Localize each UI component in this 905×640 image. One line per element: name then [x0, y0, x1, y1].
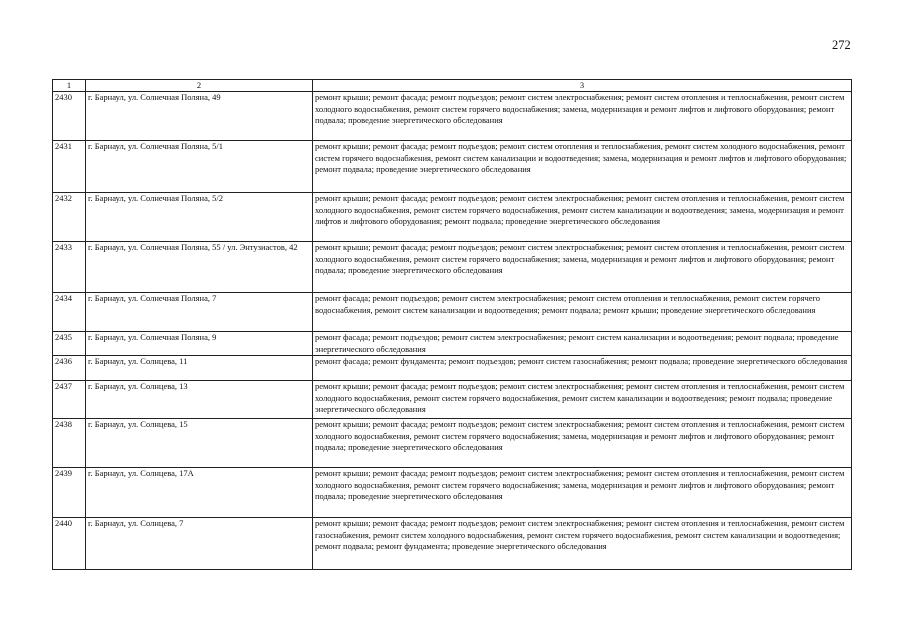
table-row [53, 356, 852, 381]
row-number: 2439 [53, 468, 86, 518]
row-address: г. Барнаул, ул. Солнечная Поляна, 49 [86, 92, 313, 141]
row-works: ремонт крыши; ремонт фасада; ремонт подъездов; ремонт систем электроснабжения; ремонт систем отопления и теплоснабжения, ремонт систем газоснабжения, ремонт систем холодного водоснабжения, ремонт систем горячего водоснабжения, ремонт систем канализации и водоотведения; ремонт подвала; ремонт фундамента; проведение энергетического обследования [313, 518, 852, 570]
row-works: ремонт крыши; ремонт фасада; ремонт подъездов; ремонт систем электроснабжения; ремонт систем отопления и теплоснабжения, ремонт систем холодного водоснабжения, ремонт систем горячего водоснабжения; замена, модернизация и ремонт лифтов и лифтового оборудования; ремонт подвала; проведение энергетического обследования [313, 419, 852, 468]
row-address: г. Барнаул, ул. Солнцева, 11 [86, 356, 313, 381]
row-works: ремонт крыши; ремонт фасада; ремонт подъездов; ремонт систем электроснабжения; ремонт систем отопления и теплоснабжения, ремонт систем холодного водоснабжения, ремонт систем горячего водоснабжения; замена, модернизация и ремонт лифтов и лифтового оборудования; ремонт подвала; проведение энергетического обследования [313, 468, 852, 518]
row-works: ремонт фасада; ремонт подъездов; ремонт систем электроснабжения; ремонт систем канализации и водоотведения; ремонт подвала; проведение энергетического обследования [313, 332, 852, 356]
row-works: ремонт крыши; ремонт фасада; ремонт подъездов; ремонт систем отопления и теплоснабжения, ремонт систем холодного водоснабжения, ремонт систем горячего водоснабжения, ремонт систем канализации и водоотведения; замена, модернизация и ремонт лифтов и лифтового оборудования; ремонт подвала; проведение энергетического обследования [313, 141, 852, 193]
row-address: г. Барнаул, ул. Солнечная Поляна, 5/2 [86, 193, 313, 242]
row-works: ремонт фасада; ремонт фундамента; ремонт подъездов; ремонт систем газоснабжения; ремонт подвала; проведение энергетического обследования [313, 356, 852, 381]
column-header-works: 3 [313, 80, 852, 92]
row-address: г. Барнаул, ул. Солнечная Поляна, 5/1 [86, 141, 313, 193]
row-works: ремонт крыши; ремонт фасада; ремонт подъездов; ремонт систем электроснабжения; ремонт систем отопления и теплоснабжения, ремонт систем холодного водоснабжения, ремонт систем горячего водоснабжения; замена, модернизация и ремонт лифтов и лифтового оборудования; ремонт подвала; проведение энергетического обследования [313, 242, 852, 293]
row-number: 2431 [53, 141, 86, 193]
row-number: 2437 [53, 381, 86, 419]
row-number: 2433 [53, 242, 86, 293]
row-address: г. Барнаул, ул. Солнечная Поляна, 9 [86, 332, 313, 356]
table-row [53, 141, 852, 193]
page-number: 272 [832, 38, 851, 52]
row-address: г. Барнаул, ул. Солнцева, 17А [86, 468, 313, 518]
repair-works-table [52, 79, 852, 570]
table-row [53, 332, 852, 356]
table-row [53, 242, 852, 293]
row-address: г. Барнаул, ул. Солнцева, 7 [86, 518, 313, 570]
row-address: г. Барнаул, ул. Солнечная Поляна, 55 / ул. Энтузиастов, 42 [86, 242, 313, 293]
table-row [53, 518, 852, 570]
row-number: 2435 [53, 332, 86, 356]
row-number: 2436 [53, 356, 86, 381]
column-header-address: 2 [86, 80, 313, 92]
row-number: 2438 [53, 419, 86, 468]
row-works: ремонт фасада; ремонт подъездов; ремонт систем электроснабжения; ремонт систем отопления и теплоснабжения, ремонт систем горячего водоснабжения, ремонт систем канализации и водоотведения; ремонт подвала; ремонт крыши; проведение энергетического обследования [313, 293, 852, 332]
row-works: ремонт крыши; ремонт фасада; ремонт подъездов; ремонт систем электроснабжения; ремонт систем отопления и теплоснабжения, ремонт систем холодного водоснабжения, ремонт систем горячего водоснабжения; замена, модернизация и ремонт лифтов и лифтового оборудования; ремонт подвала; проведение энергетического обследования [313, 92, 852, 141]
row-address: г. Барнаул, ул. Солнечная Поляна, 7 [86, 293, 313, 332]
row-number: 2432 [53, 193, 86, 242]
column-header-number: 1 [53, 80, 86, 92]
table-header-row [53, 80, 852, 92]
row-works: ремонт крыши; ремонт фасада; ремонт подъездов; ремонт систем электроснабжения; ремонт систем отопления и теплоснабжения, ремонт систем холодного водоснабжения, ремонт систем горячего водоснабжения, ремонт систем канализации и водоотведения; ремонт подвала; проведение энергетического обследования [313, 381, 852, 419]
row-address: г. Барнаул, ул. Солнцева, 15 [86, 419, 313, 468]
table-row [53, 193, 852, 242]
table-row [53, 468, 852, 518]
row-number: 2430 [53, 92, 86, 141]
table-row [53, 293, 852, 332]
row-works: ремонт крыши; ремонт фасада; ремонт подъездов; ремонт систем электроснабжения; ремонт систем отопления и теплоснабжения, ремонт систем холодного водоснабжения, ремонт систем горячего водоснабжения, ремонт систем канализации и водоотведения; замена, модернизация и ремонт лифтов и лифтового оборудования; ремонт подвала; проведение энергетического обследования [313, 193, 852, 242]
row-number: 2440 [53, 518, 86, 570]
table-row [53, 419, 852, 468]
table-row [53, 381, 852, 419]
row-address: г. Барнаул, ул. Солнцева, 13 [86, 381, 313, 419]
row-number: 2434 [53, 293, 86, 332]
table-row [53, 92, 852, 141]
